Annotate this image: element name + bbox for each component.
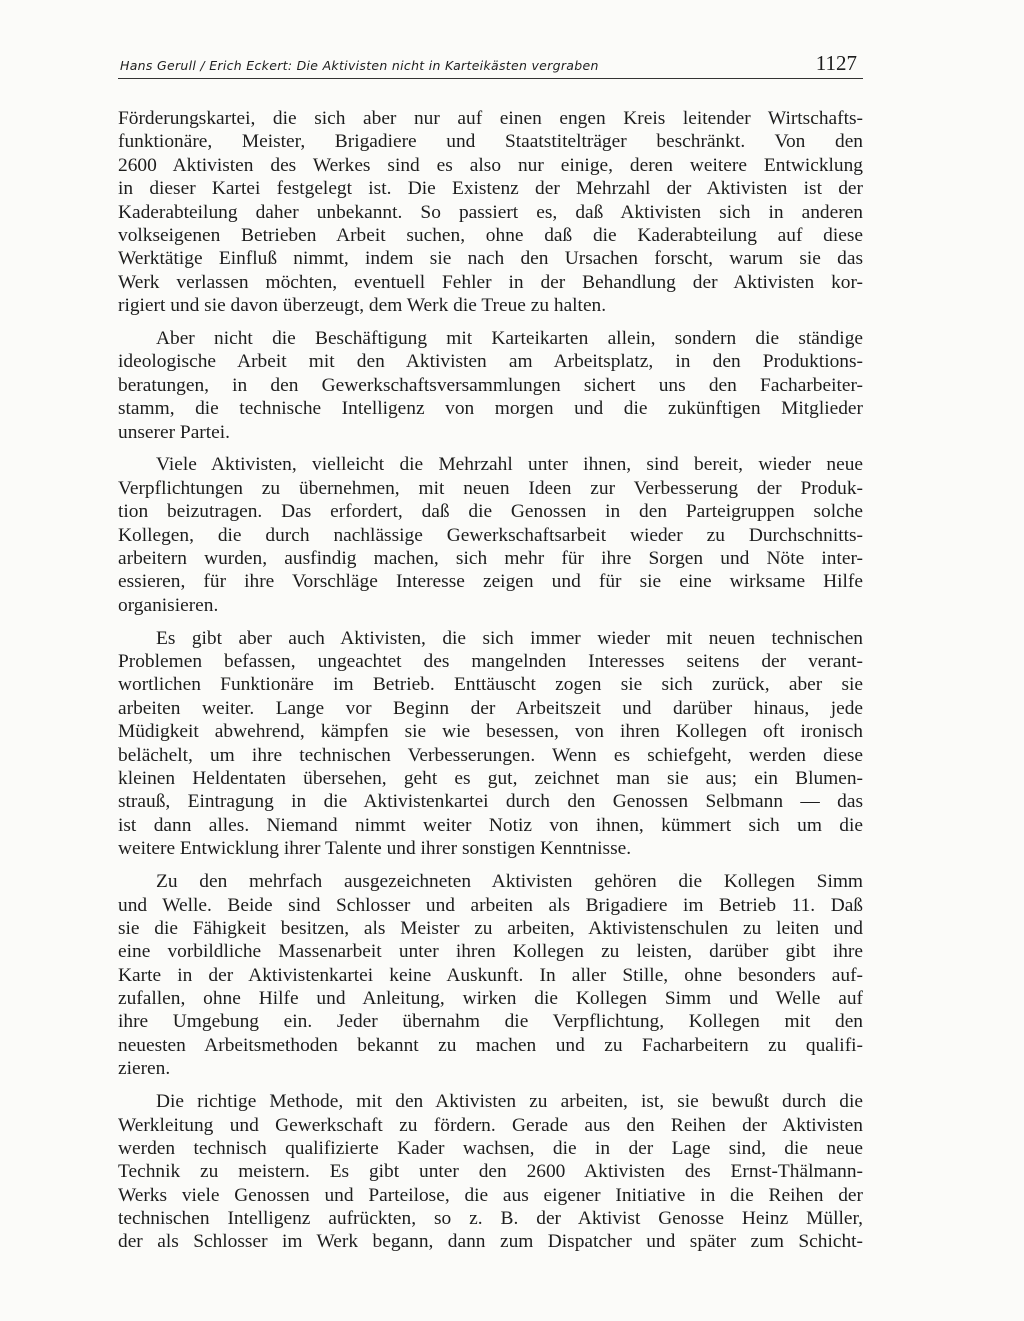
text-line: Werk verlassen möchten, eventuell Fehler in der Behandlung der Aktivisten kor-: [118, 271, 863, 293]
text-line: Werkleitung und Gewerkschaft zu fördern. Gerade aus den Reihen der Aktivisten: [118, 1114, 863, 1136]
text-line: Verpflichtungen zu übernehmen, mit neuen Ideen zur Verbesserung der Produk-: [118, 477, 863, 499]
running-head-title: Hans Gerull / Erich Eckert: Die Aktivisten nicht in Karteikästen vergraben: [120, 58, 599, 73]
text-line: Kaderabteilung daher unbekannt. So passiert es, daß Aktivisten sich in anderen: [118, 201, 863, 223]
text-line: in dieser Kartei festgelegt ist. Die Existenz der Mehrzahl der Aktivisten ist der: [118, 178, 863, 200]
text-line: Karte in der Aktivistenkartei keine Auskunft. In aller Stille, ohne besonders auf-: [118, 964, 863, 986]
article-body: [118, 107, 863, 1254]
paragraph: [118, 870, 863, 1081]
text-line: Die richtige Methode, mit den Aktivisten zu arbeiten, ist, sie bewußt durch die: [156, 1091, 863, 1113]
text-line: Werks viele Genossen und Parteilose, die aus eigener Initiative in die Reihen der: [118, 1184, 863, 1206]
text-line: organisieren.: [118, 594, 219, 616]
text-line: Viele Aktivisten, vielleicht die Mehrzahl unter ihnen, sind bereit, wieder neue: [156, 454, 863, 476]
text-line: stamm, die technische Intelligenz von morgen und die zukünftigen Mitglieder: [118, 398, 863, 420]
paragraph: [118, 107, 863, 318]
text-line: neuesten Arbeitsmethoden bekannt zu machen und zu Facharbeitern zu qualifi-: [118, 1034, 863, 1056]
text-line: zieren.: [118, 1058, 171, 1080]
paragraph: [118, 1090, 863, 1254]
text-line: kleinen Heldentaten übersehen, geht es gut, zeichnet man sie aus; ein Blumen-: [118, 768, 863, 790]
paragraph: [118, 627, 863, 861]
text-line: Förderungskartei, die sich aber nur auf einen engen Kreis leitender Wirtschafts-: [118, 108, 863, 129]
text-line: Zu den mehrfach ausgezeichneten Aktivisten gehören die Kollegen Simm: [156, 871, 863, 893]
text-line: Technik zu meistern. Es gibt unter den 2600 Aktivisten des Ernst-Thälmann-: [118, 1161, 863, 1183]
text-line: strauß, Eintragung in die Aktivistenkartei durch den Genossen Selbmann — das: [118, 791, 863, 813]
text-line: arbeitern wurden, ausfindig machen, sich mehr für ihre Sorgen und Nöte inter-: [118, 548, 863, 570]
text-line: ideologische Arbeit mit den Aktivisten am Arbeitsplatz, in den Produktions-: [118, 351, 863, 373]
paragraph: [118, 327, 863, 444]
paragraph: [118, 453, 863, 617]
text-line: tion beizutragen. Das erfordert, daß die Genossen in den Parteigruppen solche: [118, 501, 863, 523]
text-line: und Welle. Beide sind Schlosser und arbeiten als Brigadiere im Betrieb 11. Daß: [118, 894, 863, 916]
text-line: ist dann alles. Niemand nimmt weiter Notiz von ihnen, kümmert sich um die: [118, 814, 863, 836]
text-line: arbeiten weiter. Lange vor Beginn der Arbeitszeit und darüber hinaus, jede: [118, 697, 863, 719]
text-line: rigiert und sie davon überzeugt, dem Werk die Treue zu halten.: [118, 295, 607, 317]
text-line: unserer Partei.: [118, 421, 230, 443]
text-line: 2600 Aktivisten des Werkes sind es also nur einige, deren weitere Entwicklung: [118, 154, 863, 176]
page-number: 1127: [815, 51, 857, 75]
text-line: beratungen, in den Gewerkschaftsversammlungen sichert uns den Facharbeiter-: [118, 374, 863, 396]
text-line: sie die Fähigkeit besitzen, als Meister zu arbeiten, Aktivistenschulen zu leiten und: [118, 917, 863, 939]
text-line: Werktätige Einfluß nimmt, indem sie nach den Ursachen forscht, warum sie das: [118, 248, 863, 270]
text-line: Kollegen, die durch nachlässige Gewerkschaftsarbeit wieder zu Durchschnitts-: [118, 524, 863, 546]
text-line: eine vorbildliche Massenarbeit unter ihren Kollegen zu leisten, darüber gibt ihre: [118, 941, 863, 963]
text-line: volkseigenen Betrieben Arbeit suchen, ohne daß die Kaderabteilung auf diese: [118, 224, 863, 246]
text-line: Problemen befassen, ungeachtet des mangelnden Interesses seitens der verant-: [118, 651, 863, 673]
text-line: zufallen, ohne Hilfe und Anleitung, wirken die Kollegen Simm und Welle auf: [118, 988, 863, 1010]
text-line: Müdigkeit abwehrend, kämpfen sie wie besessen, von ihren Kollegen oft ironisch: [118, 721, 863, 743]
text-line: essieren, für ihre Vorschläge Interesse zeigen und für sie eine wirksame Hilfe: [118, 571, 863, 593]
text-line: belächelt, um ihre technischen Verbesserungen. Wenn es schiefgeht, werden diese: [118, 744, 863, 766]
text-line: werden technisch qualifizierte Kader wachsen, die in der Lage sind, die neue: [118, 1137, 863, 1159]
text-line: der als Schlosser im Werk begann, dann zum Dispatcher und später zum Schicht-: [118, 1231, 863, 1253]
text-line: Es gibt aber auch Aktivisten, die sich immer wieder mit neuen technischen: [156, 627, 863, 649]
text-line: technischen Intelligenz aufrückten, so z. B. der Aktivist Genosse Heinz Müller,: [118, 1208, 863, 1230]
text-line: Aber nicht die Beschäftigung mit Karteikarten allein, sondern die ständige: [156, 328, 863, 350]
running-header: [118, 52, 863, 79]
text-line: weitere Entwicklung ihrer Talente und ihrer sonstigen Kenntnisse.: [118, 838, 632, 860]
text-line: wortlichen Funktionäre im Betrieb. Enttäuscht zogen sie sich zurück, aber sie: [118, 674, 863, 696]
text-line: funktionäre, Meister, Brigadiere und Staatstitelträger beschränkt. Von den: [118, 131, 863, 153]
text-line: ihre Umgebung ein. Jeder übernahm die Verpflichtung, Kollegen mit den: [118, 1011, 863, 1033]
